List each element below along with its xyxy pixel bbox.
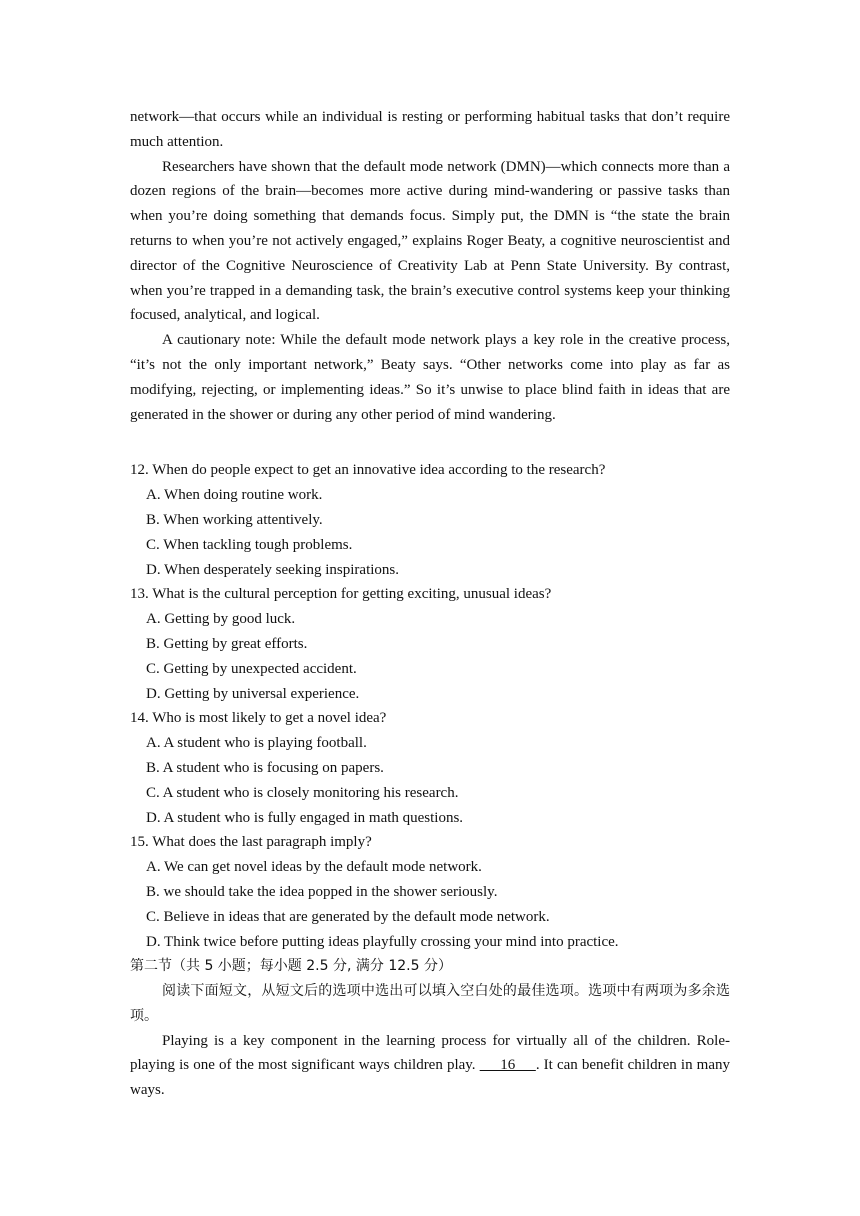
option-d: D. A student who is fully engaged in math questions. xyxy=(146,809,464,826)
option-c: C. A student who is closely monitoring his research. xyxy=(146,784,459,801)
spacer xyxy=(130,427,730,458)
option-a: A. Getting by good luck. xyxy=(146,611,296,628)
section-heading: 第二节（共 5 小题；每小题 2.5 分, 满分 12.5 分） xyxy=(130,958,452,975)
cloze-text-end: . It can benefit children in many ways. xyxy=(130,1057,731,1099)
passage-paragraph-2: Researchers have shown that the default mode network (DMN)—which connects more than a dozen regions of the brain—becomes more active during mind-wandering or passive tasks than when you’re doing something that demands focus. Simply put, the DMN is “the state the brain returns to when you’re not actively engaged,” explains Roger Beaty, a cognitive neuroscientist and director of the Cognitive Neuroscience of Creativity Lab at Penn State University. By contrast, when you’re trapped in a demanding task, the brain’s executive control systems keep your thinking focused, analytical, and logical. xyxy=(130,158,730,324)
option-c: C. Getting by unexpected accident. xyxy=(146,660,357,677)
question-stem: 15. What does the last paragraph imply? xyxy=(130,834,372,851)
option-b: B. Getting by great efforts. xyxy=(146,635,308,652)
passage-paragraph-3: A cautionary note: While the default mode network plays a key role in the creative process, “it’s not the only important network,” Beaty says. “Other networks come into play as far as modifying, rejecting, or implementing ideas.” So it’s unwise to place blind faith in ideas that are generated in the shower or during any other period of mind wandering. xyxy=(130,332,730,423)
question-14 xyxy=(130,706,730,830)
question-stem: 12. When do people expect to get an innovative idea according to the research? xyxy=(130,462,606,479)
option-d: D. Think twice before putting ideas playfully crossing your mind into practice. xyxy=(146,933,619,950)
option-c: C. Believe in ideas that are generated by the default mode network. xyxy=(146,908,550,925)
document-page xyxy=(130,105,730,1103)
question-15 xyxy=(130,830,730,954)
option-a: A. We can get novel ideas by the default mode network. xyxy=(146,859,482,876)
passage-paragraph-1: network—that occurs while an individual is resting or performing habitual tasks that don’t require much attention. xyxy=(130,109,730,150)
option-d: D. When desperately seeking inspirations. xyxy=(146,561,399,578)
option-b: B. When working attentively. xyxy=(146,511,323,528)
option-a: A. When doing routine work. xyxy=(146,487,323,504)
option-b: B. A student who is focusing on papers. xyxy=(146,759,384,776)
cloze-paragraph xyxy=(130,1029,730,1103)
option-c: C. When tackling tough problems. xyxy=(146,536,353,553)
question-stem: 14. Who is most likely to get a novel idea? xyxy=(130,710,387,727)
option-b: B. we should take the idea popped in the shower seriously. xyxy=(146,883,498,900)
option-d: D. Getting by universal experience. xyxy=(146,685,360,702)
cloze-text-start: Playing is a key component in the learning process for virtually all of the children. Role-playing is one of the most significant ways children play. xyxy=(130,1032,730,1074)
blank-16: 16 xyxy=(479,1057,536,1074)
question-13 xyxy=(130,582,730,706)
option-a: A. A student who is playing football. xyxy=(146,735,367,752)
section-instruction: 阅读下面短文，从短文后的选项中选出可以填入空白处的最佳选项。选项中有两项为多余选项。 xyxy=(130,983,730,1024)
question-stem: 13. What is the cultural perception for getting exciting, unusual ideas? xyxy=(130,586,552,603)
question-12 xyxy=(130,458,730,582)
